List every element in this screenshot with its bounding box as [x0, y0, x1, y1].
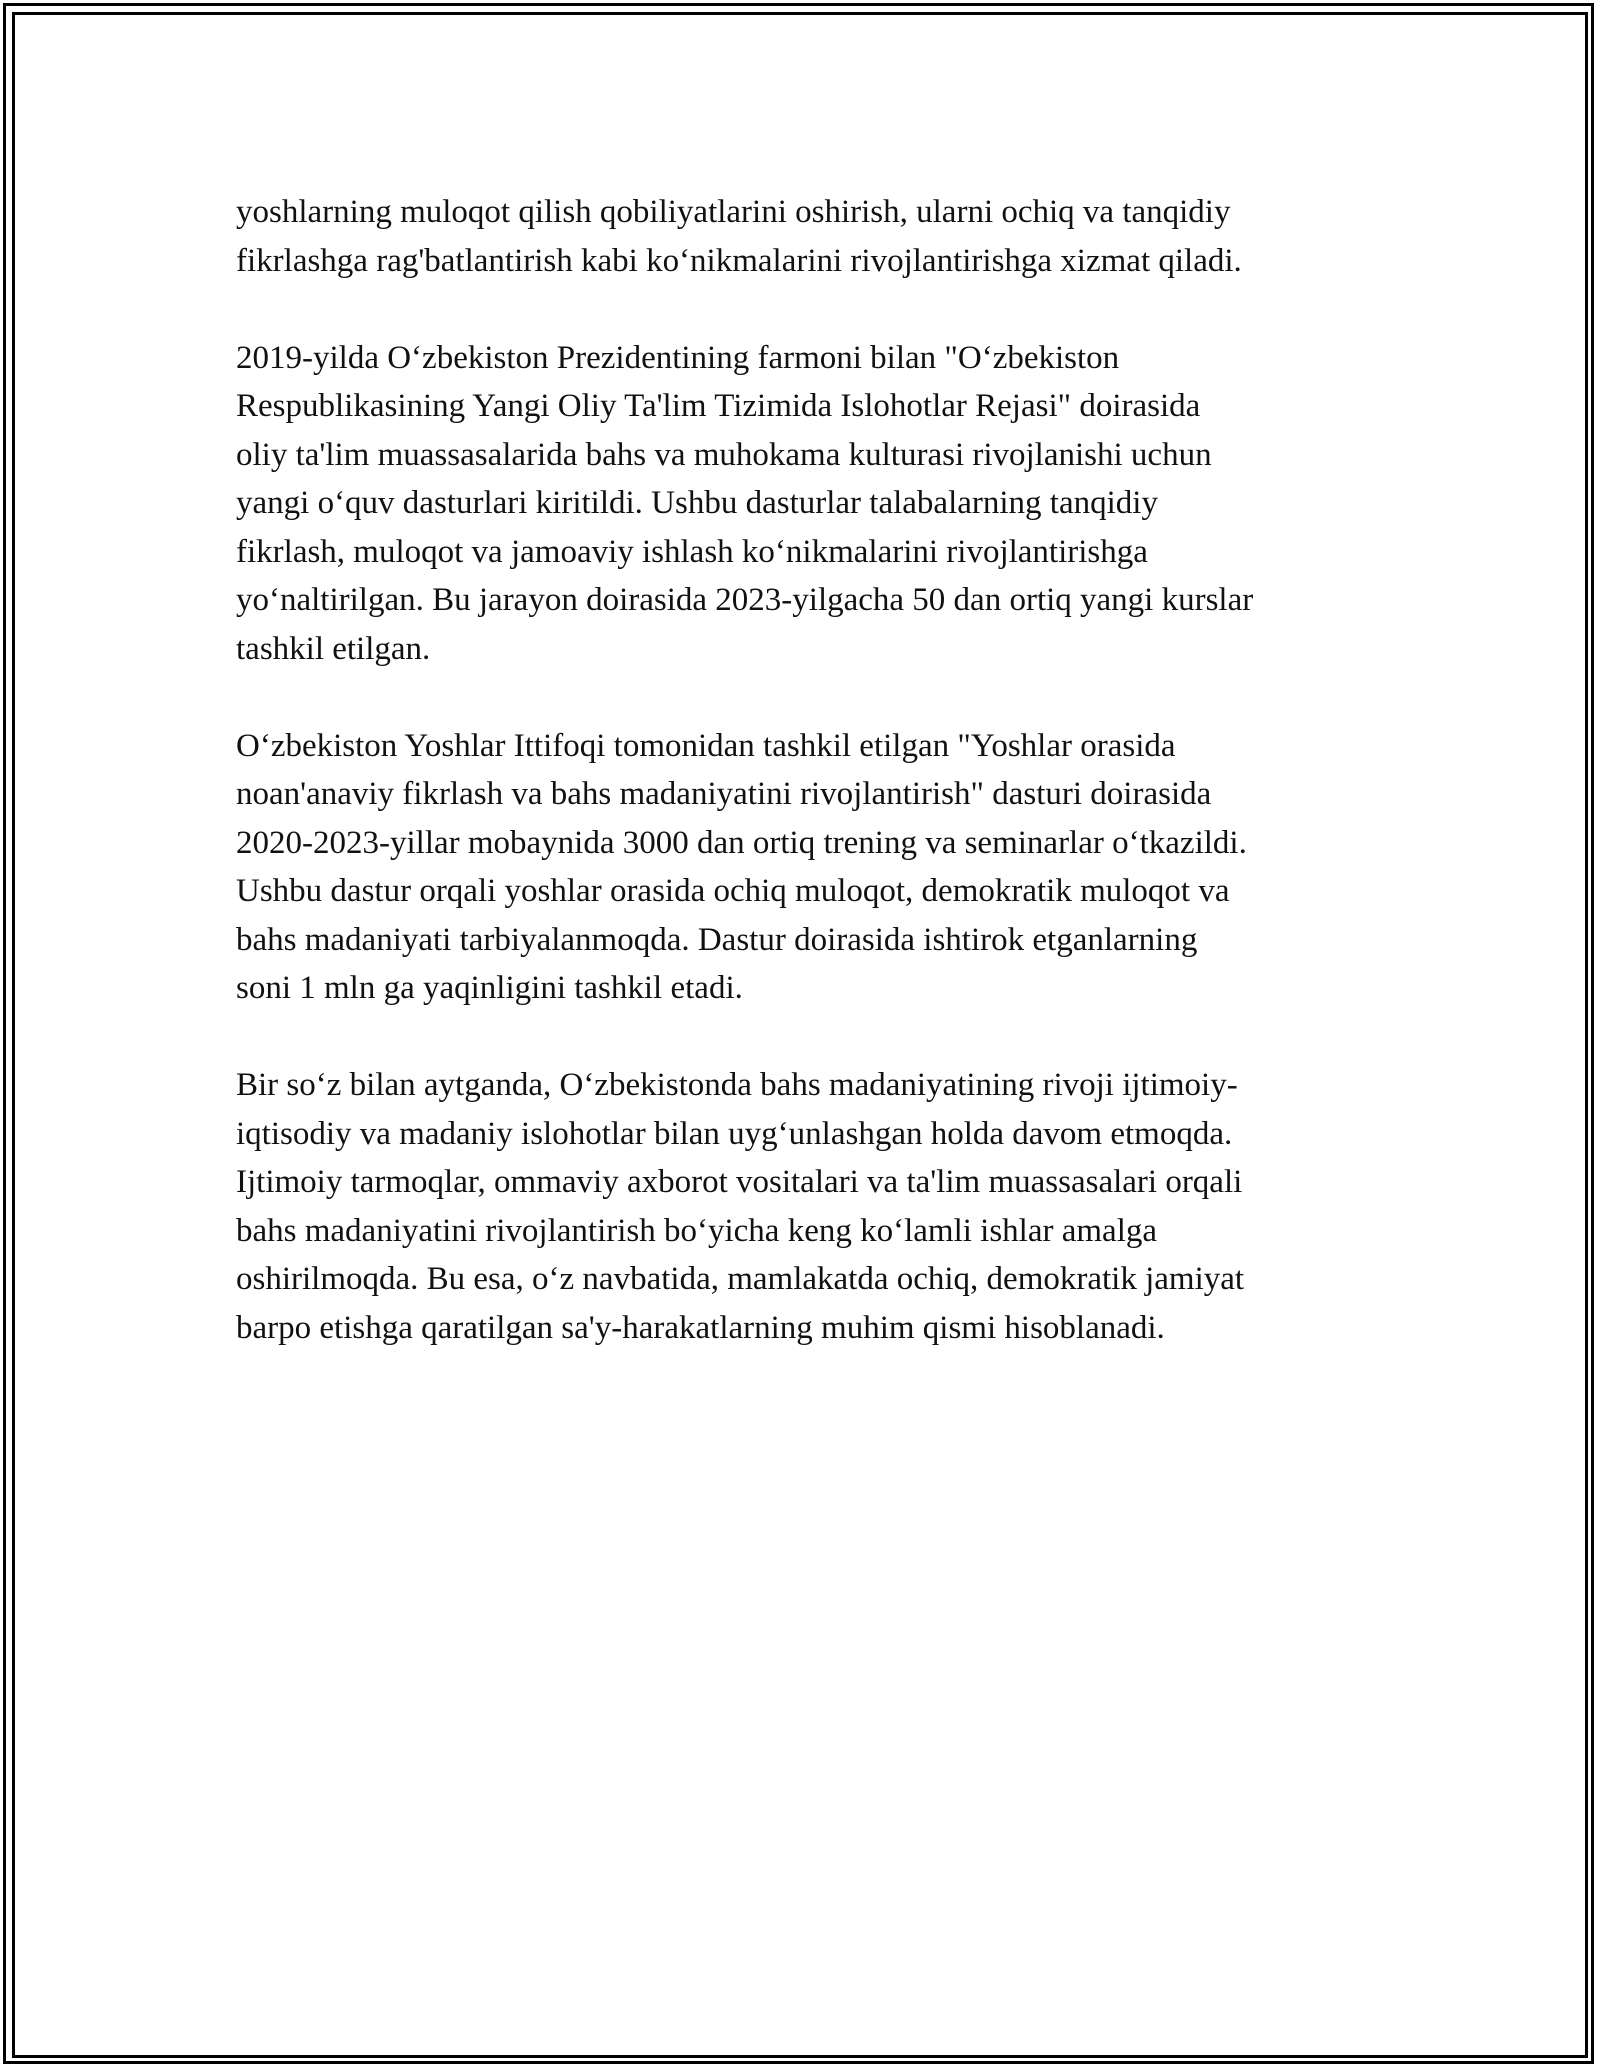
paragraph-3: O‘zbekiston Yoshlar Ittifoqi tomonidan tashkil etilgan "Yoshlar orasida noan'anaviy fikrlash va bahs madaniyatini rivojlantirish" dasturi doirasida 2020-2023-yillar mobaynida 3000 dan ortiq trening va seminarlar o‘tkazildi. Ushbu dastur orqali yoshlar orasida ochiq muloqot, demokratik muloqot va bahs madaniyati tarbiyalanmoqda. Dastur doirasida ishtirok etganlarning soni 1 mln ga yaqinligini tashkil etadi.: [236, 727, 1247, 1006]
document-body: [236, 188, 1381, 1401]
paragraph-2: 2019-yilda O‘zbekiston Prezidentining farmoni bilan "O‘zbekiston Respublikasining Yangi Oliy Ta'lim Tizimida Islohotlar Rejasi" doirasida oliy ta'lim muassasalarida bahs va muhokama kulturasi rivojlanishi uchun yangi o‘quv dasturlari kiritildi. Ushbu dasturlar talabalarning tanqidiy fikrlash, muloqot va jamoaviy ishlash ko‘nikmalarini rivojlantirishga yo‘naltirilgan. Bu jarayon doirasida 2023-yilgacha 50 dan ortiq yangi kurslar tashkil etilgan.: [236, 339, 1254, 667]
paragraph-4: Bir so‘z bilan aytganda, O‘zbekistonda bahs madaniyatining rivoji ijtimoiy- iqtisodiy va madaniy islohotlar bilan uyg‘unlashgan holda davom etmoqda. Ijtimoiy tarmoqlar, ommaviy axborot vositalari va ta'lim muassasalari orqali bahs madaniyatini rivojlantirish bo‘yicha keng ko‘lamli ishlar amalga oshirilmoqda. Bu esa, o‘z navbatida, mamlakatda ochiq, demokratik jamiyat barpo etishga qaratilgan sa'y-harakatlarning muhim qismi hisoblanadi.: [236, 1067, 1245, 1346]
paragraph-1: yoshlarning muloqot qilish qobiliyatlarini oshirish, ularni ochiq va tanqidiy fikrlashga rag'batlantirish kabi ko‘nikmalarini rivojlantirishga xizmat qiladi.: [236, 194, 1242, 279]
